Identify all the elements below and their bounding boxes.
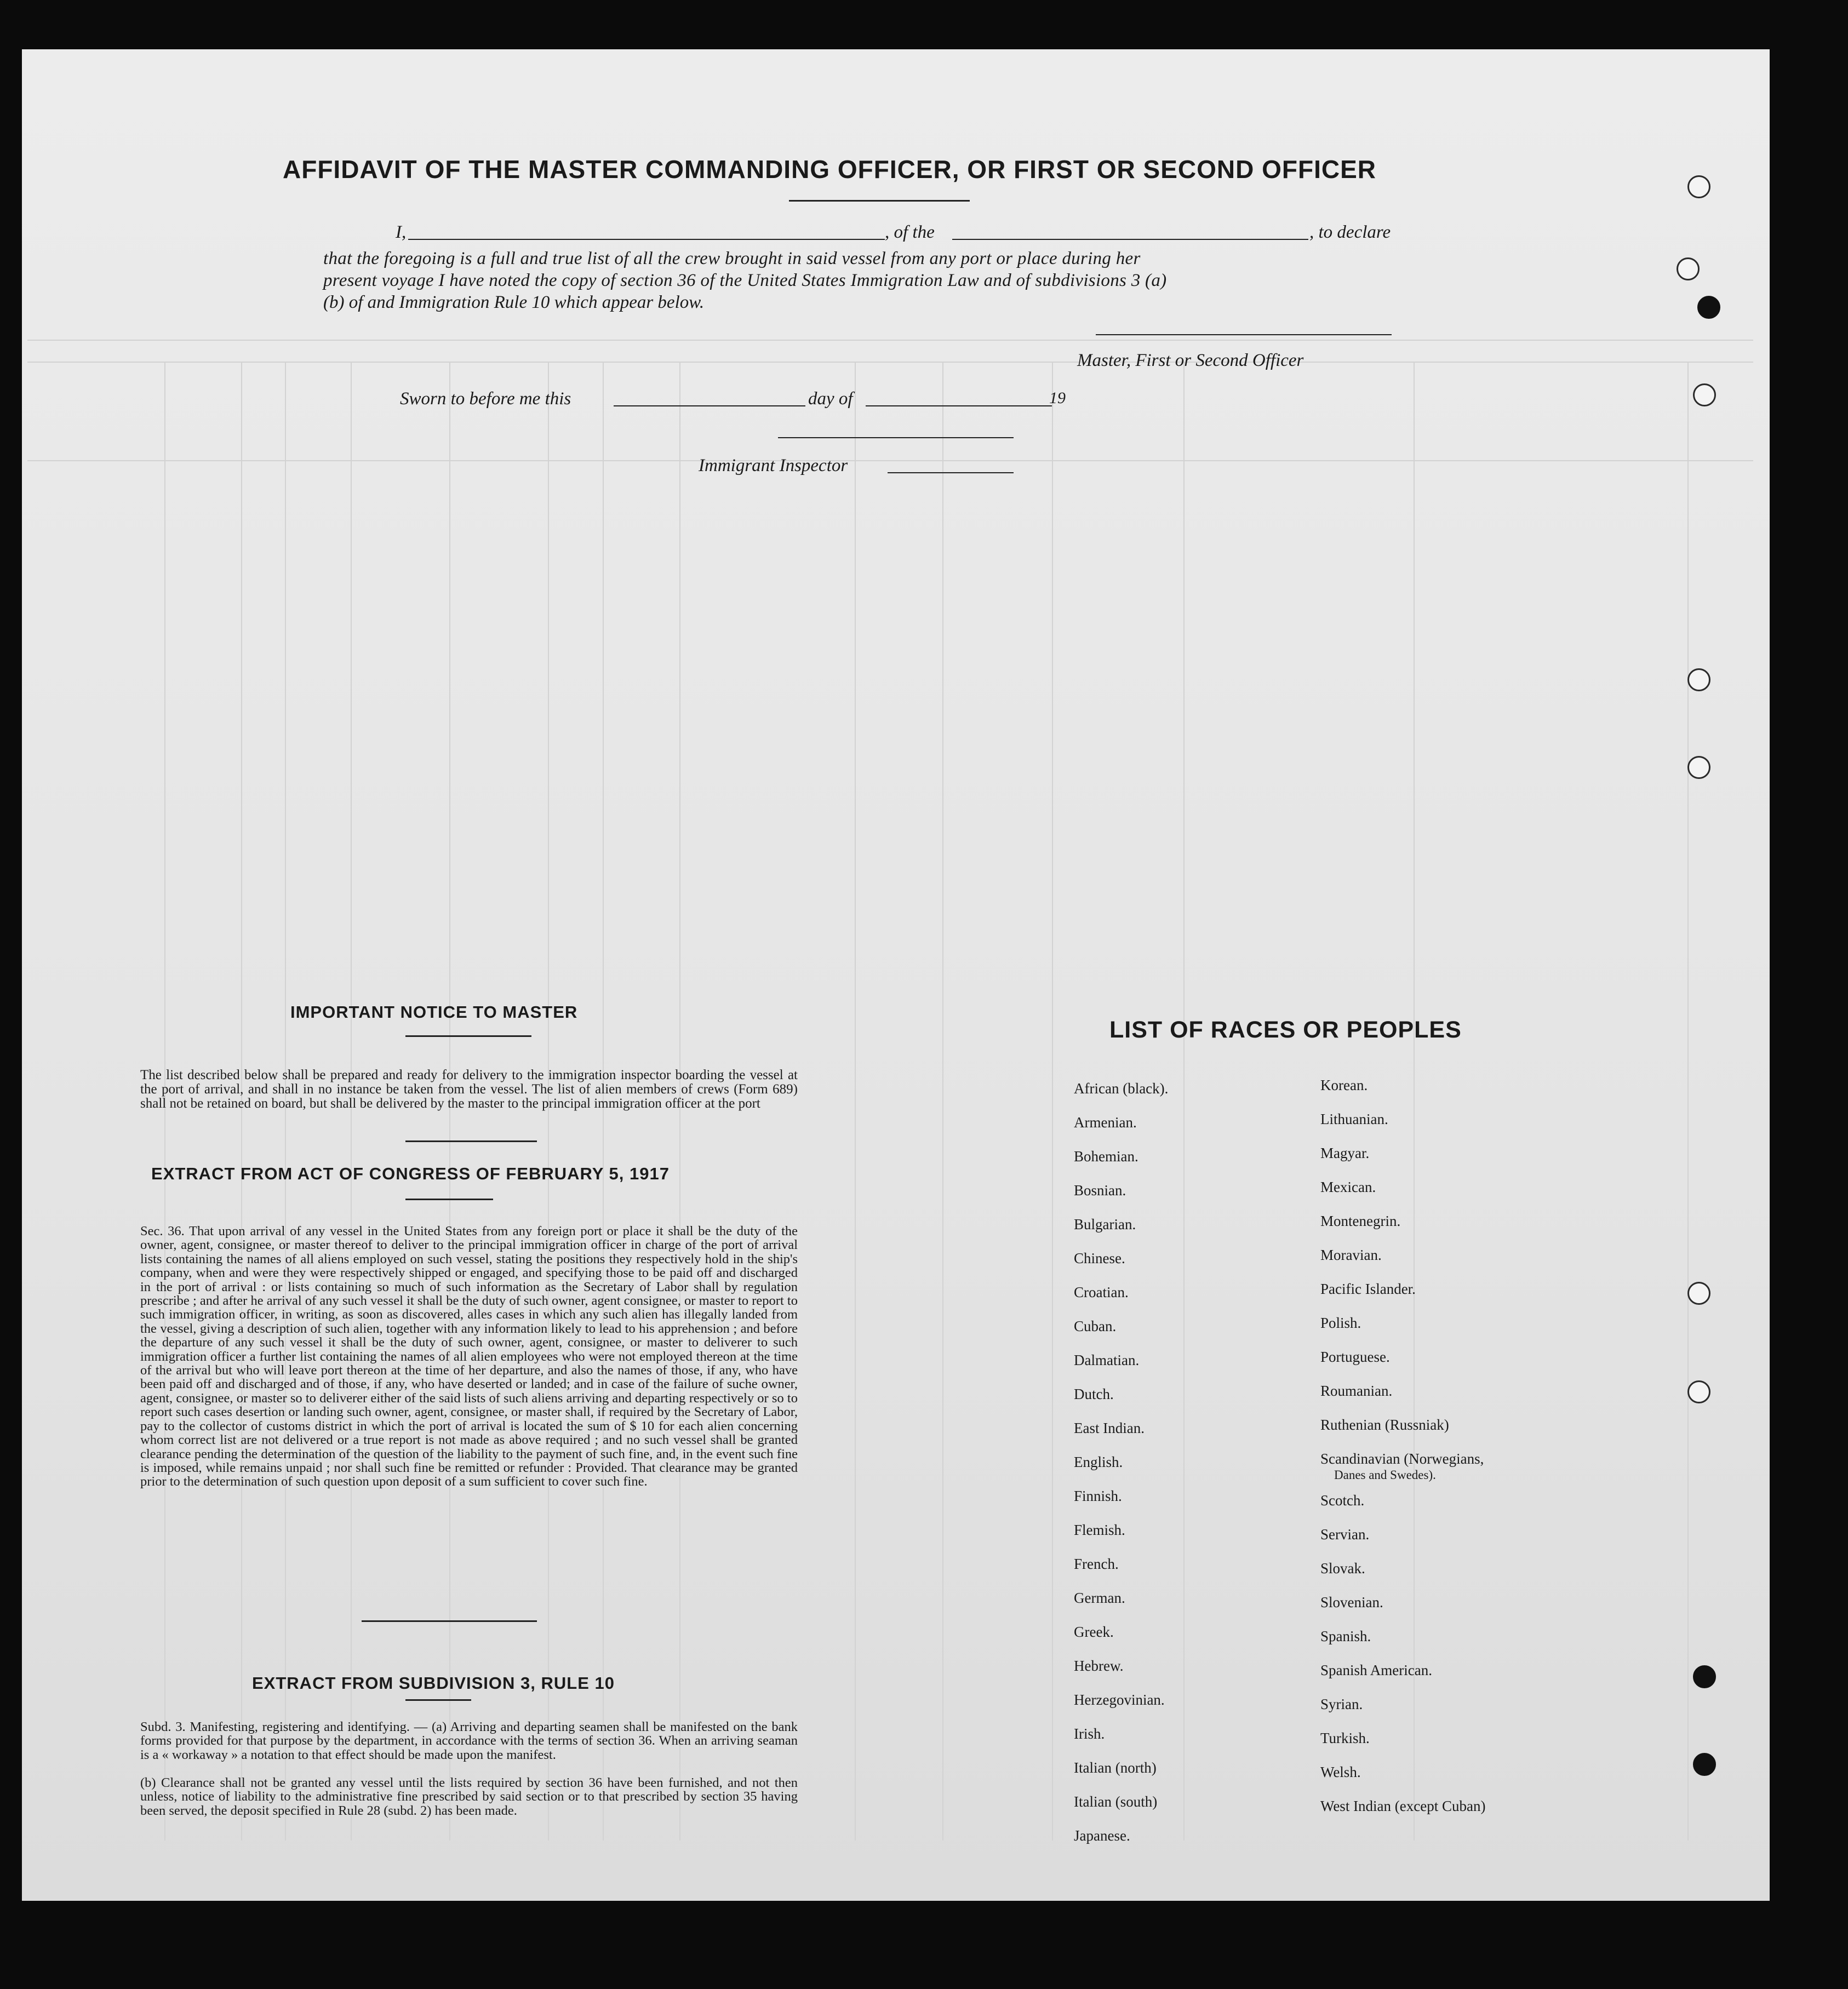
affidavit-line1-b: , of the xyxy=(885,222,935,242)
race-item: Mexican. xyxy=(1320,1179,1376,1195)
race-item: Scotch. xyxy=(1320,1492,1365,1509)
signature-label: Master, First or Second Officer xyxy=(1077,351,1304,370)
race-item: Scandinavian (Norwegians, xyxy=(1320,1451,1484,1467)
binder-hole xyxy=(1687,1282,1710,1305)
race-item: Italian (south) xyxy=(1074,1793,1158,1810)
race-item: Armenian. xyxy=(1074,1114,1137,1131)
binder-hole xyxy=(1693,383,1716,406)
notice-text: The list described below shall be prepared and ready for delivery to the immigration inspector boarding the vessel at the port of arrival, and shall in no instance be taken from the vessel. The list of alien members of crews (Form 689) shall not be retained on board, but shall be delivered by the master to the principal immigration officer at the port xyxy=(140,1068,798,1111)
race-item: Dalmatian. xyxy=(1074,1352,1140,1368)
race-item: Korean. xyxy=(1320,1077,1368,1093)
race-item: Roumanian. xyxy=(1320,1383,1393,1399)
race-item: Danes and Swedes). xyxy=(1334,1468,1436,1482)
signature-line xyxy=(1096,334,1392,335)
race-item: Polish. xyxy=(1320,1315,1361,1331)
race-item: English. xyxy=(1074,1454,1123,1470)
race-item: Finnish. xyxy=(1074,1488,1122,1504)
race-item: Irish. xyxy=(1074,1726,1105,1742)
inspector-label: Immigrant Inspector xyxy=(699,456,848,475)
race-item: Hebrew. xyxy=(1074,1658,1124,1674)
race-item: French. xyxy=(1074,1556,1119,1572)
inspector-blank xyxy=(888,472,1014,473)
name-blank xyxy=(408,239,885,240)
binder-hole xyxy=(1697,296,1720,319)
day-blank xyxy=(614,405,805,406)
affidavit-title: AFFIDAVIT OF THE MASTER COMMANDING OFFICER, OR FIRST OR SECOND OFFICER xyxy=(283,155,1376,184)
rule-title: EXTRACT FROM SUBDIVISION 3, RULE 10 xyxy=(252,1673,615,1693)
binder-hole xyxy=(1677,257,1700,280)
race-item: Turkish. xyxy=(1320,1730,1370,1746)
race-item: Montenegrin. xyxy=(1320,1213,1401,1229)
race-item: Pacific Islander. xyxy=(1320,1281,1416,1297)
act-divider xyxy=(362,1620,537,1622)
race-item: Italian (north) xyxy=(1074,1759,1157,1776)
act-title: EXTRACT FROM ACT OF CONGRESS OF FEBRUARY 5, 1917 xyxy=(151,1164,670,1183)
vessel-blank xyxy=(952,239,1308,240)
race-item: African (black). xyxy=(1074,1080,1169,1097)
race-item: Greek. xyxy=(1074,1624,1114,1640)
month-blank xyxy=(866,405,1052,406)
binder-hole xyxy=(1687,668,1710,691)
race-item: Japanese. xyxy=(1074,1827,1130,1844)
race-item: Ruthenian (Russniak) xyxy=(1320,1417,1449,1433)
race-item: Dutch. xyxy=(1074,1386,1114,1402)
act-underline xyxy=(405,1199,493,1200)
inspector-line xyxy=(778,437,1014,438)
race-item: Bulgarian. xyxy=(1074,1216,1136,1233)
act-text: Sec. 36. That upon arrival of any vessel in the United States from any foreign port or place it shall be the duty of the owner, agent, consignee, or master thereof to deliver to the principal immigration officer in charge of the port of arrival lists containing the names of all aliens employed on such vessel, stating the positions they respectively hold in the ship's company, when and were they were respectively shipped or engaged, and specifying those to be paid off and discharged in the port of arrival : or lists containing so much of such information as the Secretary of Labor shall by regulation prescribe ; and after he arrival of any such vessel it shall be the duty of such owner, agent consignee, or master to report to such immigration officer, in writing, as soon as discovered, alles cases in which any such alien has illegally landed from the vessel, giving a description of such alien, together with any information likely to lead to his apprehension ; and before the departure of any such vessel it shall be the duty of such owner, agent, consignee, or master to deliverer to such immigration officer a further list containing the names of all alien employees who were not employed thereon at the time of the arrival but who will leave port thereon at the time of her departure, and also the names of those, if any, who have been paid off and discharged and of those, if any, who have deserted or landed; and in case of the failure of suche owner, agent, consignee, or master so to deliverer either of the said lists of such aliens arriving and departing respectively or so to report such cases desertion or landing such owner, agent, consignee, or master shall, if required by the Secretary of Labor, pay to the collector of customs district in which the port of arrival is located the sum of $ 10 for each alien concerning whom correct list are not delivered or a true report is not made as above required ; and no such vessel shall be granted clearance pending the determination of the question of the liability to the payment of such fine, and, in the event such fine is imposed, while remains unpaid ; nor shall such fine be remitted or refunder : Provided. That clearance may be granted prior to the determination of such question upon deposit of a sum sufficient to cover such fine. xyxy=(140,1224,798,1489)
affidavit-line1-c: , to declare xyxy=(1309,222,1391,242)
race-item: Spanish. xyxy=(1320,1628,1371,1644)
sworn-text-c: 19 xyxy=(1049,389,1066,407)
rule-underline xyxy=(405,1699,471,1701)
notice-title: IMPORTANT NOTICE TO MASTER xyxy=(290,1002,578,1022)
race-item: Spanish American. xyxy=(1320,1662,1432,1678)
race-item: Lithuanian. xyxy=(1320,1111,1388,1127)
race-item: Slovenian. xyxy=(1320,1594,1383,1610)
notice-divider xyxy=(405,1140,537,1142)
affidavit-line2: that the foregoing is a full and true list of all the crew brought in said vessel from any port or place during her xyxy=(323,249,1141,268)
binder-hole xyxy=(1693,1753,1716,1776)
affidavit-line1-a: I, xyxy=(396,222,407,242)
sworn-text-a: Sworn to before me this xyxy=(400,389,571,409)
race-item: Servian. xyxy=(1320,1526,1370,1543)
race-item: German. xyxy=(1074,1590,1125,1606)
binder-hole xyxy=(1687,756,1710,779)
affidavit-line4: (b) of and Immigration Rule 10 which appear below. xyxy=(323,293,705,312)
races-title: LIST OF RACES OR PEOPLES xyxy=(1109,1017,1462,1043)
race-item: Chinese. xyxy=(1074,1250,1125,1266)
title-underline xyxy=(789,200,970,202)
binder-hole xyxy=(1693,1665,1716,1688)
race-item: West Indian (except Cuban) xyxy=(1320,1798,1486,1814)
race-item: Bosnian. xyxy=(1074,1182,1126,1199)
race-item: Syrian. xyxy=(1320,1696,1363,1712)
race-item: East Indian. xyxy=(1074,1420,1145,1436)
race-item: Slovak. xyxy=(1320,1560,1365,1577)
rule-text-b: (b) Clearance shall not be granted any vessel until the lists required by section 36 have been furnished, and not then unless, notice of liability to the administrative fine prescribed by said section or to that prescribed by section 35 having been served, the deposit specified in Rule 28 (subd. 2) has been made. xyxy=(140,1775,798,1818)
document-page xyxy=(22,49,1770,1901)
race-item: Moravian. xyxy=(1320,1247,1382,1263)
race-item: Herzegovinian. xyxy=(1074,1692,1165,1708)
race-item: Flemish. xyxy=(1074,1522,1125,1538)
race-item: Croatian. xyxy=(1074,1284,1129,1300)
affidavit-line3: present voyage I have noted the copy of section 36 of the United States Immigration Law and of subdivisions 3 (a) xyxy=(323,271,1167,290)
race-item: Bohemian. xyxy=(1074,1148,1138,1165)
binder-hole xyxy=(1687,175,1710,198)
race-item: Welsh. xyxy=(1320,1764,1361,1780)
sworn-text-b: day of xyxy=(808,389,853,409)
rule-text-a: Subd. 3. Manifesting, registering and identifying. — (a) Arriving and departing seamen shall be manifested on the bank forms provided for that purpose by the department, in accordance with the terms of section 36. When an arriving seaman is a « workaway » a notation to that effect should be made upon the manifest. xyxy=(140,1719,798,1762)
race-item: Cuban. xyxy=(1074,1318,1117,1334)
notice-underline xyxy=(405,1035,531,1037)
race-item: Portuguese. xyxy=(1320,1349,1390,1365)
race-item: Magyar. xyxy=(1320,1145,1370,1161)
binder-hole xyxy=(1687,1380,1710,1403)
